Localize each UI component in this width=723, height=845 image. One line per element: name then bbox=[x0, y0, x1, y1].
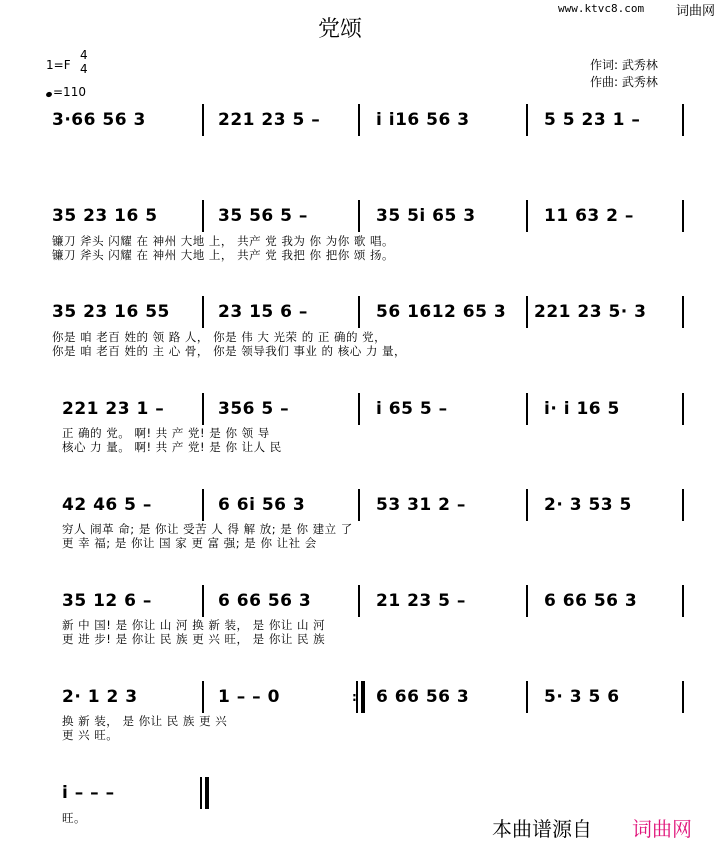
barline bbox=[682, 585, 684, 617]
source-site-logo[interactable]: 词曲网 bbox=[632, 817, 692, 841]
lyrics-verse-1: 穷人 闹革 命; 是 你让 受苦 人 得 解 放; 是 你 建立 了 bbox=[62, 522, 353, 536]
measure: 6 6i 56 3 bbox=[218, 495, 306, 515]
measure: 56 1612 65 3 bbox=[376, 302, 507, 322]
composer-credit: 作曲: 武秀林 bbox=[590, 75, 658, 89]
barline bbox=[202, 681, 204, 713]
barline bbox=[526, 681, 528, 713]
barline bbox=[526, 296, 528, 328]
lyrics-verse-2: 更 兴 旺。 bbox=[62, 728, 119, 742]
barline bbox=[526, 489, 528, 521]
barline bbox=[202, 585, 204, 617]
barline bbox=[526, 104, 528, 136]
barline bbox=[358, 393, 360, 425]
barline bbox=[202, 104, 204, 136]
measure: 3·66 56 3 bbox=[52, 110, 146, 130]
lyrics-verse-1: 你是 咱 老百 姓的 领 路 人， 你是 伟 大 光荣 的 正 确的 党， bbox=[52, 330, 387, 344]
measure: 5· 3 5 6 bbox=[544, 687, 620, 707]
barline bbox=[682, 393, 684, 425]
measure: i – – – bbox=[62, 783, 115, 803]
lyrics-verse-1: 换 新 装， 是 你让 民 族 更 兴 bbox=[62, 714, 228, 728]
barline bbox=[358, 585, 360, 617]
measure: 6 66 56 3 bbox=[376, 687, 470, 707]
measure: 1 – – 0 bbox=[218, 687, 280, 707]
measure: 35 23 16 55 bbox=[52, 302, 170, 322]
lyricist-credit: 作词: 武秀林 bbox=[590, 58, 658, 72]
measure: 35 56 5 – bbox=[218, 206, 308, 226]
key-signature: 1=F bbox=[46, 58, 71, 72]
lyrics-verse-2: 镰刀 斧头 闪耀 在 神州 大地 上， 共产 党 我把 你 把你 颂 扬。 bbox=[52, 248, 395, 262]
song-title: 党颂 bbox=[317, 17, 362, 42]
measure: 35 5i 65 3 bbox=[376, 206, 476, 226]
measure: i i16 56 3 bbox=[376, 110, 470, 130]
measure: 221 23 5· 3 bbox=[534, 302, 647, 322]
barline bbox=[526, 200, 528, 232]
measure: 5 5 23 1 – bbox=[544, 110, 641, 130]
measure: i· i 16 5 bbox=[544, 399, 620, 419]
lyrics-verse-1: 旺。 bbox=[62, 811, 86, 825]
lyrics-verse-2: 更 进 步! 是 你让 民 族 更 兴 旺， 是 你让 民 族 bbox=[62, 632, 326, 646]
barline bbox=[682, 296, 684, 328]
barline bbox=[202, 200, 204, 232]
measure: 11 63 2 – bbox=[544, 206, 634, 226]
barline bbox=[526, 585, 528, 617]
time-signature-bottom: 4 bbox=[80, 62, 88, 76]
measure: 21 23 5 – bbox=[376, 591, 466, 611]
final-barline-thick bbox=[205, 777, 209, 809]
measure: 6 66 56 3 bbox=[544, 591, 638, 611]
site-name: 词曲网 bbox=[676, 4, 716, 19]
barline bbox=[526, 393, 528, 425]
lyrics-verse-1: 新 中 国! 是 你让 山 河 换 新 装， 是 你让 山 河 bbox=[62, 618, 326, 632]
tempo-marking bbox=[46, 85, 86, 99]
barline bbox=[358, 489, 360, 521]
barline bbox=[202, 489, 204, 521]
repeat-dots-icon: : bbox=[352, 690, 357, 704]
measure: i 65 5 – bbox=[376, 399, 448, 419]
lyrics-verse-2: 核心 力 量。 啊! 共 产 党! 是 你 让人 民 bbox=[62, 440, 282, 454]
lyrics-verse-2: 你是 咱 老百 姓的 主 心 骨， 你是 领导我们 事业 的 核心 力 量， bbox=[52, 344, 407, 358]
barline bbox=[682, 681, 684, 713]
lyrics-verse-1: 正 确的 党。 啊! 共 产 党! 是 你 领 导 bbox=[62, 426, 270, 440]
barline bbox=[682, 489, 684, 521]
final-barline-thin bbox=[200, 777, 202, 809]
source-label: 本曲谱源自 bbox=[492, 817, 592, 841]
measure: 2· 1 2 3 bbox=[62, 687, 138, 707]
measure: 2· 3 53 5 bbox=[544, 495, 632, 515]
barline bbox=[682, 104, 684, 136]
barline bbox=[682, 200, 684, 232]
tempo-value: =110 bbox=[53, 85, 86, 99]
site-url: www.ktvc8.com bbox=[558, 2, 645, 15]
barline bbox=[358, 296, 360, 328]
lyrics-verse-2: 更 幸 福; 是 你让 国 家 更 富 强; 是 你 让社 会 bbox=[62, 536, 317, 550]
measure: 23 15 6 – bbox=[218, 302, 308, 322]
measure: 6 66 56 3 bbox=[218, 591, 312, 611]
measure: 221 23 5 – bbox=[218, 110, 321, 130]
measure: 356 5 – bbox=[218, 399, 290, 419]
barline bbox=[358, 200, 360, 232]
time-signature-top: 4 bbox=[80, 48, 88, 62]
time-signature bbox=[80, 48, 88, 76]
repeat-barline-thick bbox=[361, 681, 365, 713]
measure: 35 23 16 5 bbox=[52, 206, 158, 226]
lyrics-verse-1: 镰刀 斧头 闪耀 在 神州 大地 上， 共产 党 我为 你 为你 歌 唱。 bbox=[52, 234, 395, 248]
measure: 221 23 1 – bbox=[62, 399, 165, 419]
barline bbox=[202, 296, 204, 328]
barline bbox=[202, 393, 204, 425]
measure: 35 12 6 – bbox=[62, 591, 152, 611]
barline bbox=[358, 104, 360, 136]
quarter-note-icon bbox=[45, 91, 52, 98]
measure: 42 46 5 – bbox=[62, 495, 152, 515]
measure: 53 31 2 – bbox=[376, 495, 466, 515]
